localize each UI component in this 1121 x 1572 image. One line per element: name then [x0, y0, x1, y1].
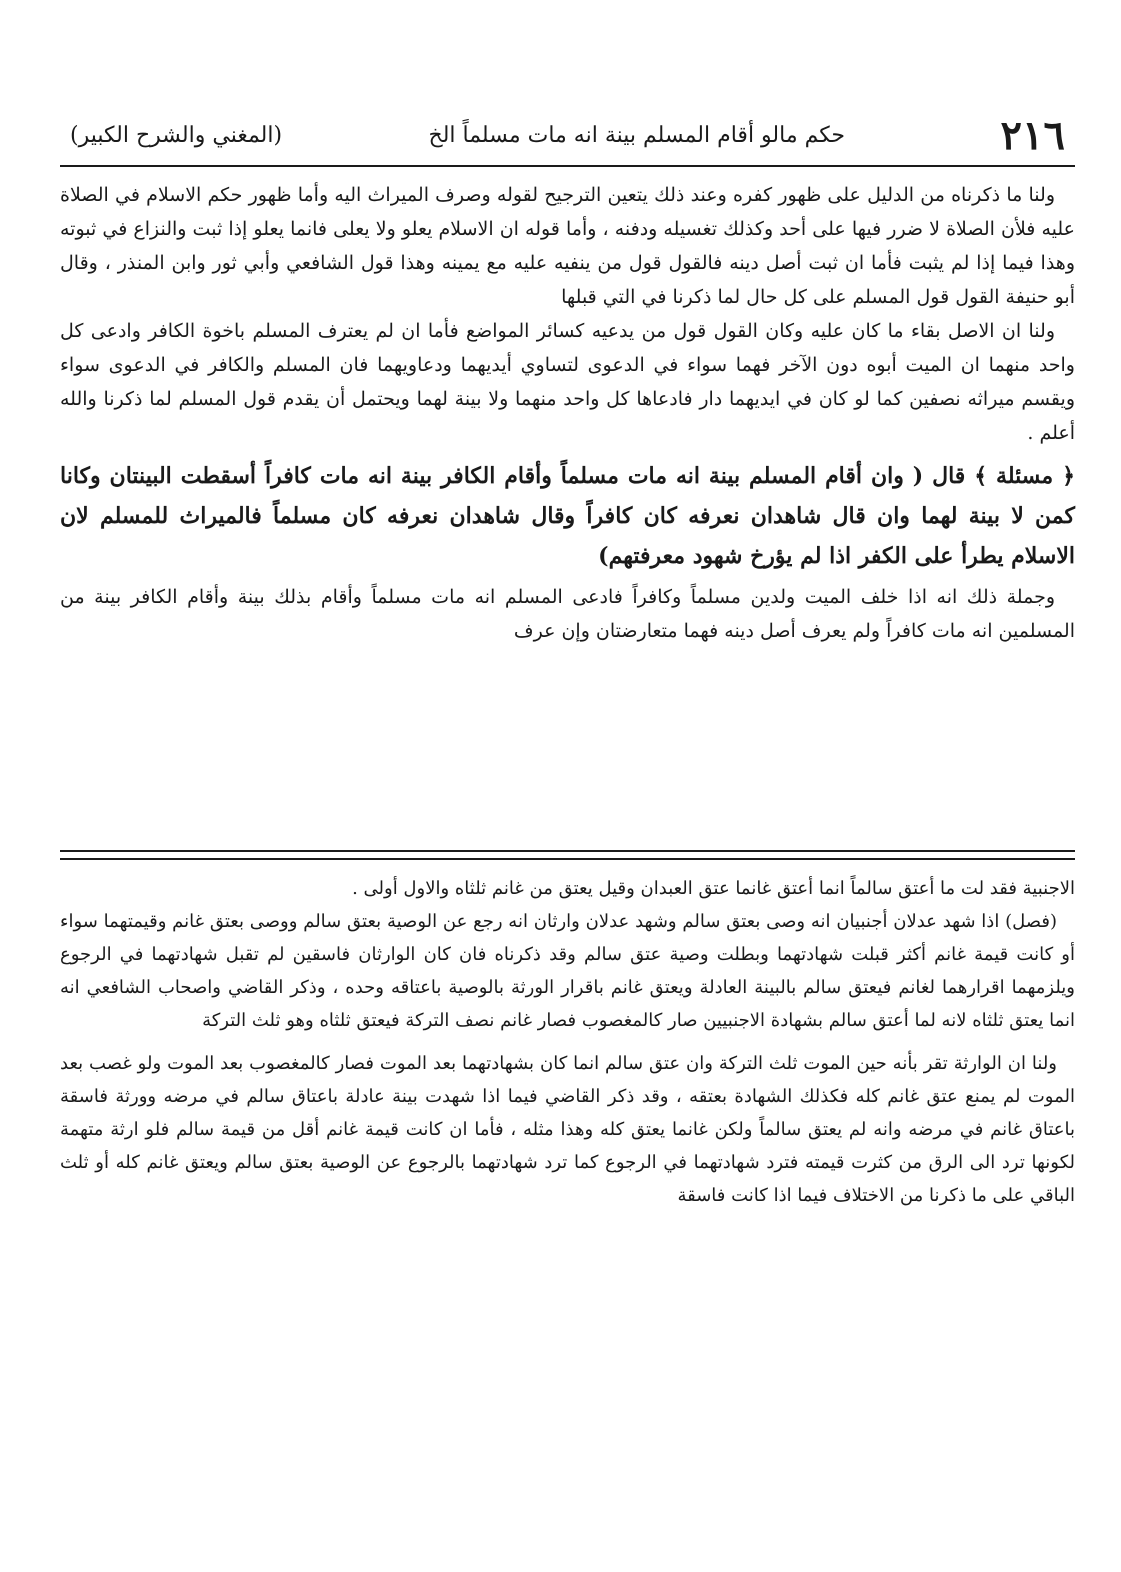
header-rule	[60, 165, 1075, 167]
main-text	[60, 178, 1075, 648]
book-title: (المغني والشرح الكبير)	[70, 123, 283, 148]
page-number: ٢١٦	[1000, 112, 1065, 159]
footnote-paragraph: الاجنبية فقد لت ما أعتق سالماً انما أعتق غانما عتق العبدان وقيل يعتق من غانم ثلثاه والاول أولى .	[352, 878, 1075, 899]
main-paragraph: وجملة ذلك انه اذا خلف الميت ولدين مسلماً وكافراً فادعى المسلم انه مات مسلماً وأقام بذلك بينة وأقام الكافر بينة من المسلمين انه مات كافراً ولم يعرف أصل دينه فهما متعارضتان وإن عرف	[60, 586, 1075, 642]
main-paragraph: ولنا ما ذكرناه من الدليل على ظهور كفره وعند ذلك يتعين الترجيح لقوله وصرف الميراث اليه وأما ظهور حكم الاسلام في الصلاة عليه فلأن الصلاة لا ضرر فيها على أحد وكذلك تغسيله ودفنه ، وأما قوله ان الاسلام يعلو ولا يعلى فانما يعلو إذا ثبت والنزاع في ثبوته وهذا فيما إذا لم يثبت فأما ان ثبت أصل دينه فالقول قول من ينفيه عليه مع يمينه وهذا قول الشافعي وأبي ثور وابن المنذر ، وقال أبو حنيفة القول قول المسلم على كل حال لما ذكرنا في التي قبلها	[60, 184, 1075, 308]
footnote-section	[60, 872, 1075, 1212]
footnote-paragraph: (فصل) اذا شهد عدلان أجنبيان انه وصى بعتق سالم وشهد عدلان وارثان انه رجع عن الوصية بعتق سالم ووصى بعتق غانم وقيمتهما سواء أو كانت قيمة غانم أكثر قبلت شهادتهما وبطلت وصية عتق سالم وقد ذكرناه فان كان الوارثان فاسقين لم تقبل شهادتهما في الرجوع ويلزمهما اقرارهما لغانم فيعتق سالم بالبينة العادلة ويعتق غانم باقرار الورثة بالوصية باعتاقه وحده ، وذكر القاضي واصحاب الشافعي انه انما يعتق ثلثاه لانه لما أعتق سالم بشهادة الاجنبيين صار كالمغصوب فصار غانم نصف التركة فيعتق ثلثاه وهو ثلث التركة	[60, 911, 1075, 1031]
footnote-divider	[60, 850, 1075, 860]
page-header	[60, 110, 1075, 162]
main-paragraph: ولنا ان الاصل بقاء ما كان عليه وكان القول قول من يدعيه كسائر المواضع فأما ان لم يعترف المسلم باخوة الكافر وادعى كل واحد منهما ان الميت أبوه دون الآخر فهما سواء في الدعوى لتساوي أيديهما ودعاويهما فان المسلم والكافر في الدعوى سواء ويقسم ميراثه نصفين كما لو كان في ايديهما دار فادعاها كل واحد منهما ولا بينة لهما ويحتمل أن يقدم قول المسلم لما ذكرنا والله أعلم .	[60, 320, 1075, 444]
masala-paragraph: ﴿ مسئلة ﴾ قال ( وان أقام المسلم بينة انه مات مسلماً وأقام الكافر بينة انه مات كافراً أسقطت البينتان وكانا كمن لا بينة لهما وان قال شاهدان نعرفه كان كافراً وقال شاهدان نعرفه كان مسلماً فالميراث للمسلم لان الاسلام يطرأ على الكفر اذا لم يؤرخ شهود معرفتهم)	[60, 463, 1075, 569]
running-title: حكم مالو أقام المسلم بينة انه مات مسلماً الخ	[428, 123, 845, 148]
document-page	[60, 100, 1075, 1500]
footnote-paragraph: ولنا ان الوارثة تقر بأنه حين الموت ثلث التركة وان عتق سالم انما كان بشهادتهما بعد الموت فصار كالمغصوب بعد الموت ولو غصب بعد الموت لم يمنع عتق غانم كله فكذلك الشهادة بعتقه ، وقد ذكر القاضي فيما اذا شهدت بينة عادلة باعتاق سالم في مرضه وورثة فاسقة باعتاق غانم في مرضه وانه لم يعتق سالماً ولكن غانما يعتق كله وهذا مثله ، فأما ان كانت قيمة غانم أقل من قيمة سالم فلو ارثة متهمة لكونها ترد الى الرق من كثرت قيمته فترد شهادتهما في الرجوع كما ترد شهادتهما بالرجوع عن الوصية بعتق سالم ويعتق غانم كله أو ثلث الباقي على ما ذكرنا من الاختلاف فيما اذا كانت فاسقة	[60, 1053, 1075, 1206]
